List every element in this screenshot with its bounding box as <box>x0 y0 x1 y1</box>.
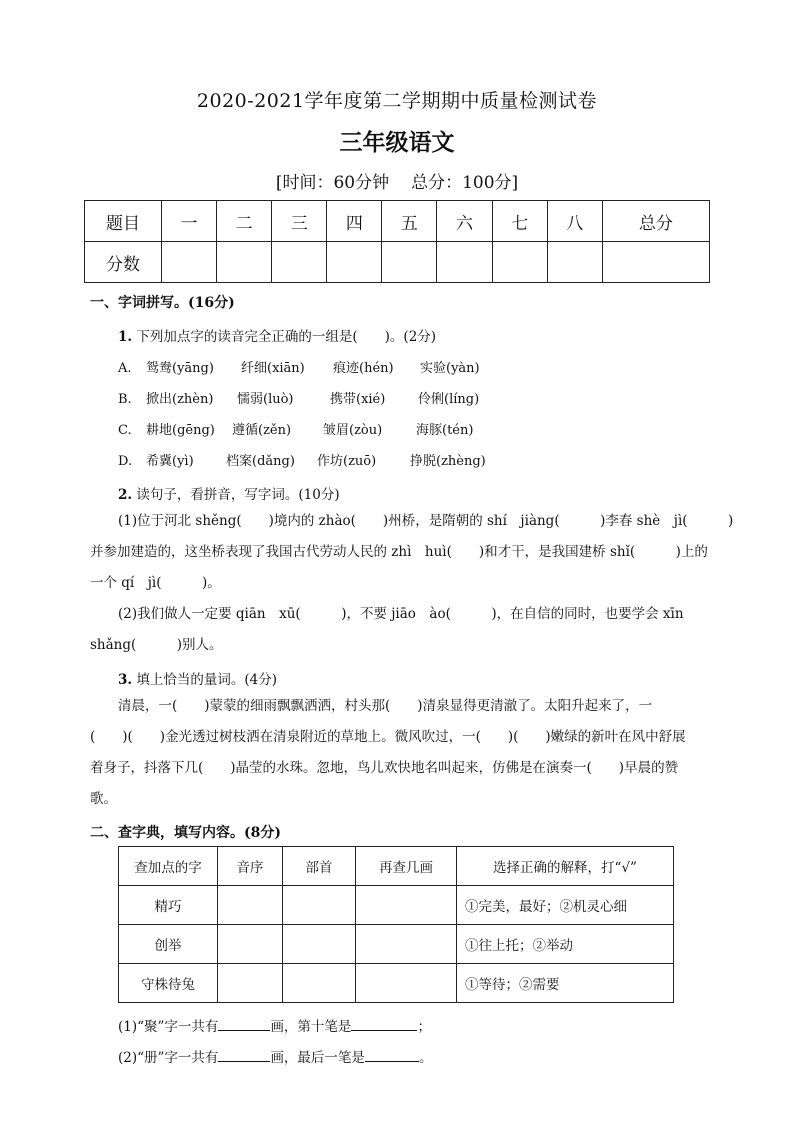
dictionary-table <box>118 846 674 1003</box>
dictionary-row <box>119 886 674 925</box>
score-cell: 五 <box>382 201 437 242</box>
score-cell: 七 <box>492 201 547 242</box>
answer-cell[interactable] <box>218 886 283 925</box>
score-cell: 六 <box>437 201 492 242</box>
question-text: 填上恰当的量词。(4分) <box>136 672 278 688</box>
dictionary-header: 查加点的字 <box>119 847 218 886</box>
score-row-label: 分数 <box>85 242 162 283</box>
score-cell: 总分 <box>602 201 709 242</box>
score-cell: 一 <box>162 201 217 242</box>
text-line: 着身子，抖落下几( )晶莹的水珠。忽地，鸟儿欢快地名叫起来，仿佛是在演奏一( )早晨的赞 <box>90 760 679 776</box>
text-line: 清晨，一( )蒙蒙的细雨飘飘洒洒，村头那( )清泉显得更清澈了。太阳升起来了，一 <box>118 698 653 714</box>
question-3 <box>118 668 277 688</box>
answer-cell[interactable] <box>283 886 356 925</box>
text-line: shǎng( )别人。 <box>90 637 223 653</box>
answer-cell[interactable] <box>218 964 283 1003</box>
question-number: 2. <box>118 487 133 503</box>
question-2 <box>118 483 340 503</box>
dictionary-word: 守株待兔 <box>119 964 218 1003</box>
dictionary-word: 创举 <box>119 925 218 964</box>
question-text: 下列加点字的读音完全正确的一组是( )。(2分) <box>136 329 437 345</box>
answer-cell[interactable] <box>356 964 457 1003</box>
score-table-header-row <box>85 201 710 242</box>
option-c: C. 耕地(gēng) 遵循(zěn) 皱眉(zòu) 海豚(tén) <box>118 423 474 438</box>
score-table <box>84 200 710 283</box>
answer-cell[interactable] <box>356 925 457 964</box>
score-blank[interactable] <box>162 242 217 283</box>
score-cell: 题目 <box>85 201 162 242</box>
answer-cell[interactable] <box>283 964 356 1003</box>
exam-subject: 三年级语文 <box>339 129 455 156</box>
dictionary-header-row <box>119 847 674 886</box>
fill-blank-1: (1)“聚”字一共有 画，第十笔是 ； <box>118 1015 431 1035</box>
text-line: 歌。 <box>90 791 117 807</box>
dictionary-meanings: ①往上托；②举动 <box>457 925 674 964</box>
dictionary-header: 选择正确的解释，打“√” <box>457 847 674 886</box>
score-blank[interactable] <box>602 242 709 283</box>
question-2-part-1 <box>90 506 734 599</box>
question-number: 3. <box>118 672 133 688</box>
text-line: 并参加建造的，这坐桥表现了我国古代劳动人民的 zhì huì( )和才干，是我国建桥 shǐ( )上的 <box>90 544 708 560</box>
option-d: D. 希冀(yì) 档案(dǎng) 作坊(zuō) 挣脱(zhèng) <box>118 454 486 469</box>
dictionary-meanings: ①完美，最好；②机灵心细 <box>457 886 674 925</box>
option-a: A. 鸳鸯(yāng) 纤细(xiān) 痕迹(hén) 实验(yàn) <box>118 361 480 376</box>
question-2-part-2 <box>90 599 704 661</box>
score-cell: 八 <box>547 201 602 242</box>
section-2-title: 二、查字典，填写内容。(8分) <box>90 825 281 841</box>
exam-total-score: 总分：100分] <box>411 173 519 193</box>
question-text: 读句子，看拼音，写字词。(10分) <box>136 487 340 503</box>
score-cell: 四 <box>327 201 382 242</box>
score-blank[interactable] <box>382 242 437 283</box>
section-1-title: 一、字词拼写。(16分) <box>90 295 235 311</box>
question-1 <box>118 325 436 345</box>
text-line: (2)我们做人一定要 qiān xū( )，不要 jiāo ào( )，在自信的同时，也要学会 xīn <box>118 606 684 622</box>
answer-cell[interactable] <box>356 886 457 925</box>
score-blank[interactable] <box>272 242 327 283</box>
answer-cell[interactable] <box>218 925 283 964</box>
question-number: 1. <box>118 329 133 345</box>
score-blank[interactable] <box>547 242 602 283</box>
score-cell: 三 <box>272 201 327 242</box>
answer-blank[interactable] <box>365 1047 419 1062</box>
question-3-passage <box>90 691 704 815</box>
score-blank[interactable] <box>217 242 272 283</box>
answer-blank[interactable] <box>218 1047 270 1062</box>
dictionary-header: 音序 <box>218 847 283 886</box>
score-blank[interactable] <box>492 242 547 283</box>
answer-cell[interactable] <box>283 925 356 964</box>
fill-blank-2: (2)“册”字一共有 画，最后一笔是 。 <box>118 1046 432 1066</box>
dictionary-header: 部首 <box>283 847 356 886</box>
dictionary-word: 精巧 <box>119 886 218 925</box>
score-blank[interactable] <box>327 242 382 283</box>
answer-blank[interactable] <box>218 1016 270 1031</box>
score-blank[interactable] <box>437 242 492 283</box>
score-cell: 二 <box>217 201 272 242</box>
dictionary-row <box>119 925 674 964</box>
option-b: B. 掀出(zhèn) 懦弱(luò) 携带(xié) 伶俐(líng) <box>118 392 480 407</box>
answer-blank[interactable] <box>351 1016 417 1031</box>
text-line: (1)位于河北 shěng( )境内的 zhào( )州桥，是隋朝的 shí jiàng( )李春 shè jì( ) <box>118 513 734 529</box>
exam-meta <box>0 168 794 193</box>
text-line: ( )( )金光透过树枝洒在清泉附近的草地上。微风吹过，一( )( )嫩绿的新叶在风中舒展 <box>90 729 686 745</box>
exam-time: [时间：60分钟 <box>275 173 390 193</box>
dictionary-meanings: ①等待；②需要 <box>457 964 674 1003</box>
text-line: 一个 qí jì( )。 <box>90 575 221 591</box>
exam-title: 2020-2021学年度第二学期期中质量检测试卷 <box>196 90 598 112</box>
dictionary-header: 再查几画 <box>356 847 457 886</box>
dictionary-row <box>119 964 674 1003</box>
score-table-score-row <box>85 242 710 283</box>
